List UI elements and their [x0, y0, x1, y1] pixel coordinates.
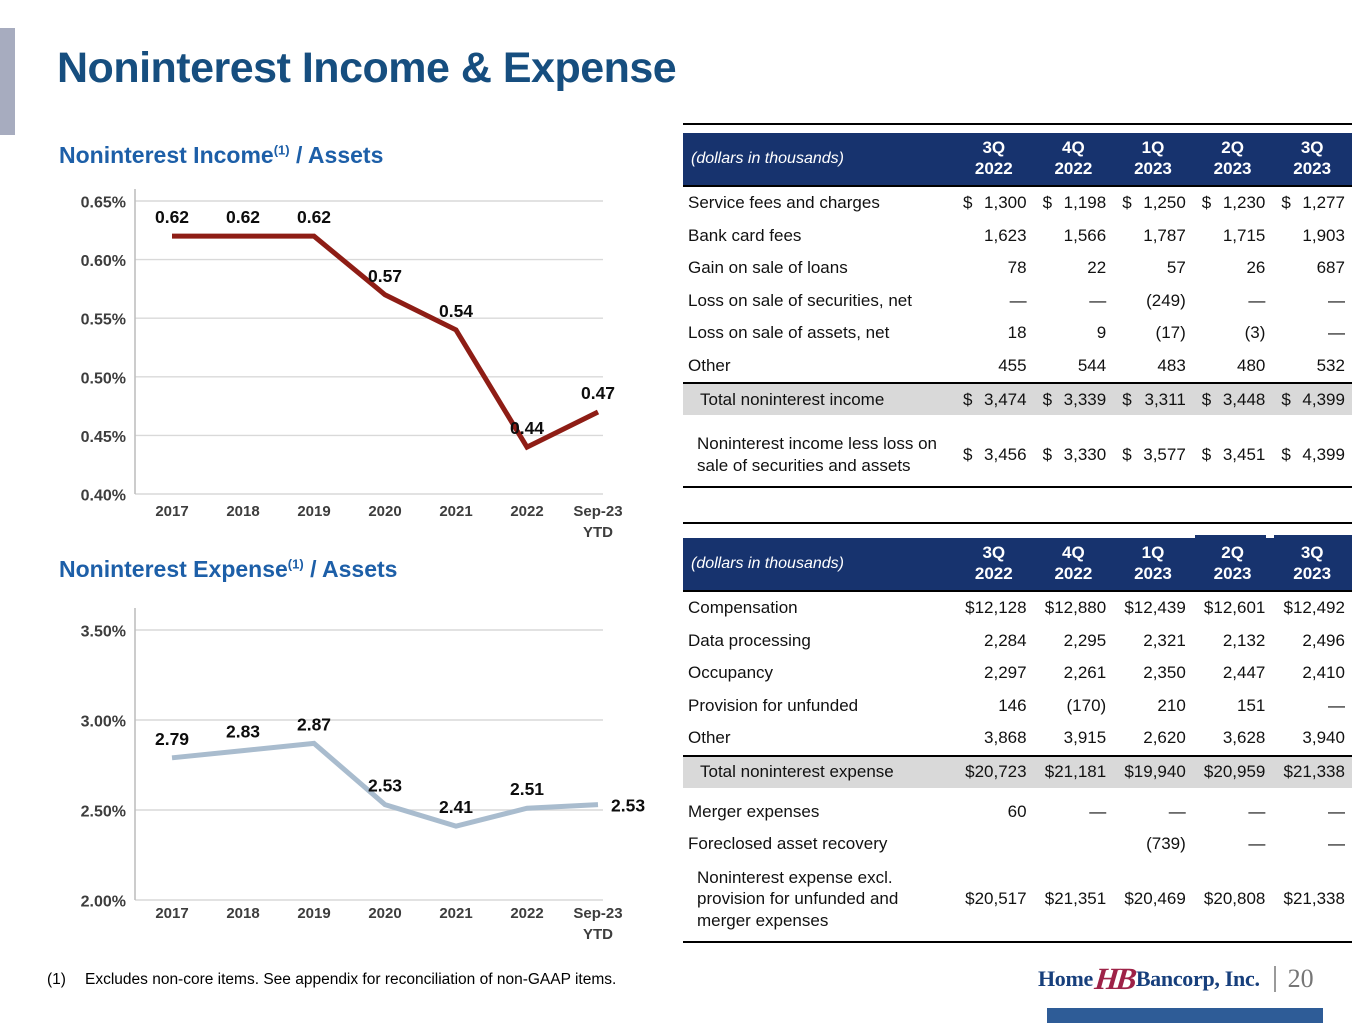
table-cell	[1034, 390, 1114, 410]
table-cell: 2,295	[1063, 630, 1107, 650]
table-cell: 2,261	[1063, 663, 1107, 683]
expense-chart-title-suffix: / Assets	[303, 556, 398, 582]
cell-value: 3,577	[1143, 444, 1186, 464]
column-quarter: 2Q	[1221, 543, 1244, 563]
table-row	[683, 625, 1352, 658]
table-cell: $20,808	[1203, 889, 1266, 909]
table-cell: $21,338	[1283, 889, 1345, 909]
x-axis-tick-label: 2021	[439, 905, 473, 922]
cell-value: 1,300	[984, 193, 1027, 213]
row-label: Data processing	[688, 630, 811, 650]
row-label: Service fees and charges	[688, 193, 880, 213]
row-label: Bank card fees	[688, 225, 802, 245]
table-cell: 3,868	[984, 728, 1027, 748]
table-cell: —	[1327, 695, 1345, 715]
logo-hb-monogram-icon: HB	[1093, 961, 1136, 996]
table-cell: 60	[1007, 801, 1027, 821]
column-quarter: 3Q	[1300, 138, 1324, 158]
table-top-rule	[683, 123, 1352, 125]
column-quarter: 3Q	[982, 138, 1006, 158]
column-year: 2022	[1054, 159, 1093, 178]
data-point-label: 2.53	[611, 795, 646, 816]
income-table	[683, 133, 1352, 488]
row-label: Provision for unfunded	[688, 695, 859, 715]
bottom-accent-bar	[1047, 1008, 1323, 1023]
table-cell: 1,903	[1302, 225, 1345, 245]
company-logo	[1038, 963, 1314, 994]
y-axis-tick-label: 3.50%	[80, 623, 126, 641]
dollar-sign: $	[1042, 444, 1053, 464]
table-cell: $12,880	[1044, 598, 1107, 618]
footnote-text: Excludes non-core items. See appendix for reconciliation of non-GAAP items.	[85, 971, 617, 988]
table-cell	[1272, 445, 1352, 465]
table-cell: —	[1327, 801, 1345, 821]
logo-bancorp-text: Bancorp, Inc.	[1135, 965, 1260, 991]
table-cell: 2,350	[1143, 663, 1186, 683]
table-cell: 544	[1077, 355, 1107, 375]
table-cell: 1,787	[1143, 225, 1186, 245]
data-point-label: 0.62	[154, 207, 190, 228]
table-cell: 9	[1096, 323, 1107, 343]
data-point-label: 2.87	[296, 714, 332, 735]
dollar-sign: $	[1281, 193, 1291, 213]
table-cell: $21,351	[1044, 889, 1107, 909]
dollar-sign: $	[1122, 193, 1132, 213]
column-quarter: 4Q	[1062, 138, 1085, 158]
page-number-divider	[1274, 966, 1276, 992]
table-cell: 2,410	[1302, 663, 1345, 683]
cell-value: 3,451	[1222, 444, 1266, 464]
dollar-sign: $	[1281, 444, 1291, 464]
table-cell: $12,439	[1124, 598, 1186, 618]
column-header	[954, 138, 1034, 179]
row-label: Compensation	[688, 598, 798, 618]
income-chart-title-suffix: / Assets	[289, 142, 384, 168]
dollar-sign: $	[963, 444, 973, 464]
page-number: 20	[1287, 963, 1314, 993]
row-label: Loss on sale of assets, net	[688, 323, 890, 343]
table-cell	[1113, 445, 1193, 465]
table-cell: 687	[1316, 258, 1345, 278]
column-quarter: 2Q	[1221, 138, 1244, 158]
table-cell: 1,623	[984, 225, 1027, 245]
table-cell: 22	[1087, 258, 1107, 278]
table-row	[683, 220, 1352, 253]
table-cell: 1,715	[1222, 225, 1266, 245]
table-cell: 2,620	[1143, 728, 1186, 748]
column-year: 2023	[1134, 564, 1172, 583]
table-cell: —	[1089, 290, 1107, 310]
table-units-label: (dollars in thousands)	[691, 555, 844, 572]
table-cell: $20,517	[965, 889, 1027, 909]
data-point-label: 0.47	[580, 382, 616, 403]
table-cell: 483	[1157, 355, 1186, 375]
table-header-row	[683, 133, 1352, 187]
dollar-sign: $	[1122, 444, 1132, 464]
data-point-label: 2.83	[225, 721, 261, 742]
table-row	[683, 796, 1352, 829]
x-axis-tick-label: 2020	[368, 503, 402, 520]
column-year: 2022	[974, 159, 1013, 178]
table-cell: $19,940	[1124, 762, 1186, 781]
cell-value: 3,474	[984, 389, 1027, 409]
cell-value: 3,330	[1063, 444, 1107, 464]
table-cell: 57	[1166, 258, 1186, 278]
x-axis-tick-label: 2017	[155, 905, 189, 922]
table-row	[683, 690, 1352, 723]
x-axis-tick-label: Sep-23	[573, 905, 623, 922]
y-axis-tick-label: 0.65%	[80, 194, 126, 212]
table-note-row	[683, 861, 1352, 943]
table-cell	[1272, 390, 1352, 410]
column-quarter: 3Q	[982, 543, 1006, 563]
table-cell: 26	[1246, 258, 1266, 278]
data-point-label: 0.44	[509, 418, 545, 439]
table-cell: 2,132	[1222, 630, 1266, 650]
column-header	[1193, 543, 1273, 584]
row-label: Total noninterest income	[700, 389, 885, 409]
table-cell: 2,496	[1302, 630, 1345, 650]
table-cell: 210	[1157, 695, 1186, 715]
dollar-sign: $	[963, 389, 973, 409]
x-axis-tick-label: 2022	[510, 503, 544, 520]
table-cell: —	[1248, 290, 1266, 310]
income-chart-title-footnote-ref: (1)	[273, 142, 290, 158]
logo-home-text: Home	[1038, 965, 1094, 991]
row-label: Noninterest income less loss on sale of securities and assets	[697, 434, 938, 475]
table-top-rule	[683, 522, 1352, 524]
expense-table	[683, 538, 1352, 943]
table-cell	[1034, 193, 1114, 213]
column-header	[1272, 543, 1352, 584]
table-note-row	[683, 427, 1352, 488]
cell-value: 1,198	[1063, 193, 1107, 213]
table-cell: 3,940	[1302, 728, 1345, 748]
table-cell: (739)	[1146, 834, 1186, 854]
income-chart-title-text: Noninterest Income	[59, 142, 274, 168]
table-row	[683, 657, 1352, 690]
dollar-sign: $	[1201, 193, 1212, 213]
column-quarter: 1Q	[1141, 138, 1165, 158]
column-year: 2023	[1213, 159, 1252, 178]
dollar-sign: $	[1042, 389, 1053, 409]
row-label: Occupancy	[688, 663, 774, 683]
table-row	[683, 317, 1352, 350]
table-cell: 146	[998, 695, 1027, 715]
cell-value: 3,456	[984, 444, 1027, 464]
table-cell: 2,284	[984, 630, 1027, 650]
table-header-row	[683, 538, 1352, 592]
table-cell: 532	[1316, 355, 1345, 375]
cell-value: 1,230	[1222, 193, 1266, 213]
column-year: 2023	[1134, 159, 1172, 178]
row-label: Foreclosed asset recovery	[688, 834, 888, 854]
y-axis-tick-label: 0.50%	[80, 370, 126, 388]
table-cell: 480	[1237, 355, 1266, 375]
table-cell: $21,338	[1283, 762, 1345, 781]
data-point-label: 2.41	[438, 797, 474, 818]
cell-value: 3,311	[1144, 389, 1186, 409]
table-cell: $20,959	[1203, 762, 1266, 781]
column-header	[1113, 138, 1193, 179]
table-cell: $20,723	[965, 762, 1027, 781]
y-axis-tick-label: 0.55%	[80, 311, 126, 329]
column-header	[1034, 138, 1114, 179]
table-cell	[1193, 390, 1273, 410]
table-cell: $12,128	[965, 598, 1027, 618]
table-total-row	[683, 755, 1352, 788]
dollar-sign: $	[1281, 389, 1291, 409]
row-label: Total noninterest expense	[700, 762, 894, 781]
table-cell: 2,447	[1222, 663, 1266, 683]
cell-value: 1,250	[1143, 193, 1186, 213]
table-cell: —	[1248, 801, 1266, 821]
table-cell: 455	[998, 355, 1027, 375]
table-cell	[1113, 390, 1193, 410]
table-cell: —	[1327, 834, 1345, 854]
table-cell	[954, 445, 1034, 465]
table-row	[683, 285, 1352, 318]
expense-chart-title	[59, 556, 397, 583]
row-spacer	[683, 415, 1352, 427]
column-header	[1193, 138, 1273, 179]
data-point-label: 2.79	[154, 728, 190, 749]
x-axis-tick-label: 2018	[226, 503, 260, 520]
income-chart-title	[59, 142, 383, 169]
expense-chart-title-footnote-ref: (1)	[287, 556, 304, 572]
page-title: Noninterest Income & Expense	[57, 44, 677, 92]
data-point-label: 2.51	[509, 779, 545, 800]
data-point-label: 0.54	[438, 300, 474, 321]
row-label: Other	[688, 355, 731, 375]
x-axis-tick-label: 2019	[297, 905, 331, 922]
table-cell: (3)	[1244, 323, 1266, 343]
table-row	[683, 592, 1352, 625]
column-header	[1034, 543, 1114, 584]
x-axis-tick-label: YTD	[583, 926, 613, 943]
expense-chart-title-text: Noninterest Expense	[59, 556, 288, 582]
table-cell: 78	[1007, 258, 1027, 278]
column-year: 2022	[974, 564, 1013, 583]
table-cell	[1272, 193, 1352, 213]
table-total-row	[683, 382, 1352, 415]
cell-value: 3,339	[1063, 389, 1107, 409]
column-year: 2023	[1293, 564, 1332, 583]
table-cell: 18	[1007, 323, 1027, 343]
table-cell	[954, 390, 1034, 410]
table-row	[683, 350, 1352, 383]
table-cell: $21,181	[1044, 762, 1107, 781]
row-label: Other	[688, 728, 731, 748]
table-cell: —	[1089, 801, 1107, 821]
row-label: Noninterest expense excl. provision for unfunded and merger expenses	[697, 867, 899, 930]
y-axis-tick-label: 2.00%	[80, 893, 126, 911]
dollar-sign: $	[963, 193, 973, 213]
data-point-label: 0.62	[225, 207, 261, 228]
dollar-sign: $	[1122, 389, 1132, 409]
table-row	[683, 722, 1352, 755]
table-cell: 2,321	[1143, 630, 1186, 650]
x-axis-tick-label: 2021	[439, 503, 473, 520]
income-line-chart	[40, 186, 665, 562]
row-label: Merger expenses	[688, 801, 820, 821]
table-cell	[1113, 193, 1193, 213]
table-cell: —	[1327, 323, 1345, 343]
column-header	[1113, 543, 1193, 584]
table-cell: 2,297	[984, 663, 1027, 683]
column-year: 2022	[1054, 564, 1093, 583]
table-cell	[1193, 445, 1273, 465]
x-axis-tick-label: YTD	[583, 524, 613, 541]
data-point-label: 0.62	[296, 207, 332, 228]
table-row	[683, 252, 1352, 285]
y-axis-tick-label: 0.45%	[80, 428, 126, 446]
cell-value: 4,399	[1302, 444, 1345, 464]
table-row	[683, 187, 1352, 220]
column-header	[1272, 138, 1352, 179]
cell-value: 1,277	[1302, 193, 1345, 213]
x-axis-tick-label: 2022	[510, 905, 544, 922]
x-axis-tick-label: 2018	[226, 905, 260, 922]
table-cell	[954, 193, 1034, 213]
x-axis-tick-label: 2017	[155, 503, 189, 520]
column-quarter: 1Q	[1141, 543, 1165, 563]
table-cell: (17)	[1155, 323, 1186, 343]
table-cell: 1,566	[1063, 225, 1107, 245]
row-spacer	[683, 788, 1352, 796]
table-cell: —	[1327, 290, 1345, 310]
dollar-sign: $	[1201, 389, 1212, 409]
table-units-label: (dollars in thousands)	[691, 150, 844, 167]
cell-value: 4,399	[1302, 389, 1345, 409]
row-label: Gain on sale of loans	[688, 258, 848, 278]
column-year: 2023	[1213, 564, 1252, 583]
cell-value: 3,448	[1222, 389, 1266, 409]
accent-bar	[0, 28, 15, 135]
footnote	[47, 971, 616, 989]
row-label: Loss on sale of securities, net	[688, 290, 912, 310]
table-cell: $12,492	[1283, 598, 1345, 618]
dollar-sign: $	[1042, 193, 1053, 213]
column-quarter: 3Q	[1300, 543, 1324, 563]
table-row	[683, 828, 1352, 861]
table-cell	[1034, 445, 1114, 465]
table-cell: $20,469	[1124, 889, 1186, 909]
table-cell	[1193, 193, 1273, 213]
y-axis-tick-label: 2.50%	[80, 803, 126, 821]
table-cell: $12,601	[1203, 598, 1266, 618]
column-year: 2023	[1293, 159, 1332, 178]
x-axis-tick-label: 2019	[297, 503, 331, 520]
y-axis-tick-label: 3.00%	[80, 713, 126, 731]
column-header	[954, 543, 1034, 584]
data-point-label: 2.53	[367, 775, 403, 796]
table-cell: —	[1009, 290, 1027, 310]
table-cell: 3,915	[1063, 728, 1107, 748]
table-cell: (249)	[1146, 290, 1186, 310]
table-cell: 3,628	[1222, 728, 1266, 748]
x-axis-tick-label: Sep-23	[573, 503, 623, 520]
y-axis-tick-label: 0.60%	[80, 253, 126, 271]
footnote-marker: (1)	[47, 971, 66, 988]
expense-line-chart	[40, 598, 665, 978]
table-cell: 151	[1237, 695, 1266, 715]
table-cell: —	[1248, 834, 1266, 854]
data-point-label: 0.57	[367, 265, 403, 286]
x-axis-tick-label: 2020	[368, 905, 402, 922]
table-cell: (170)	[1066, 695, 1107, 715]
column-quarter: 4Q	[1062, 543, 1085, 563]
table-cell: —	[1168, 801, 1186, 821]
dollar-sign: $	[1201, 444, 1212, 464]
y-axis-tick-label: 0.40%	[80, 487, 126, 505]
